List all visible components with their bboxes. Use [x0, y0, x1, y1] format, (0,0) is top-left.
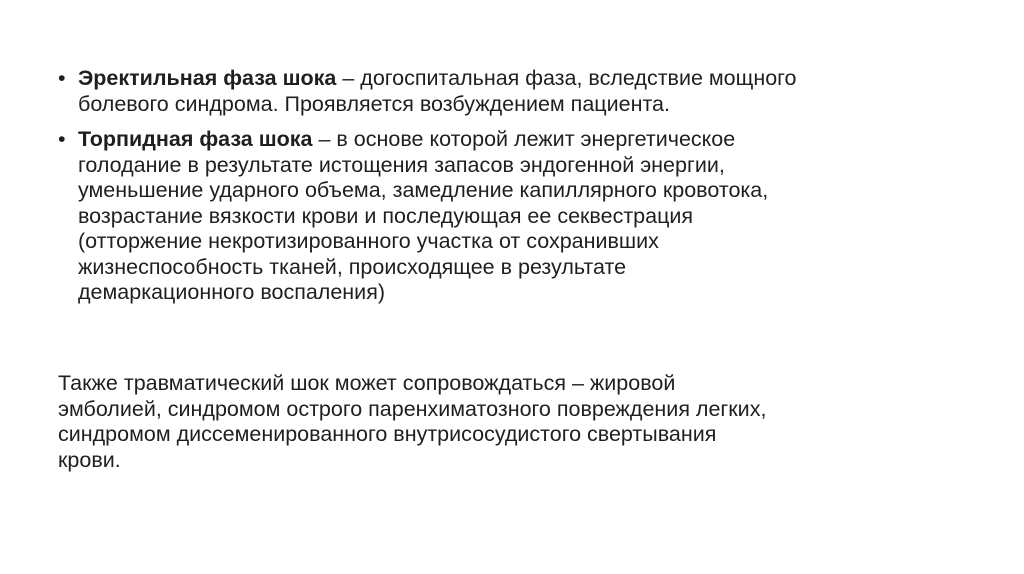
term-torpid-phase: Торпидная фаза шока: [78, 127, 313, 151]
bullet-line: демаркационного воспаления): [78, 280, 385, 304]
complications-paragraph: [58, 371, 958, 473]
bullet-line: [78, 127, 958, 153]
bullet-line: возрастание вязкости крови и последующая ее секвестрация: [78, 203, 694, 228]
bullet-marker: •: [58, 127, 66, 151]
bullet-marker: •: [58, 66, 66, 90]
bullet-line: уменьшение ударного объема, замедление капиллярного кровотока,: [78, 178, 769, 202]
bullet-line: болевого синдрома. Проявляется возбуждением пациента.: [78, 91, 670, 116]
bullet-text: – в основе которой лежит энергетическое: [312, 127, 736, 151]
bullet-line: [78, 66, 958, 92]
paragraph-line: крови.: [58, 447, 121, 472]
bullet-erectile-phase: [58, 66, 958, 117]
bullet-text: – догоспитальная фаза, вследствие мощного: [336, 66, 797, 90]
bullet-torpid-phase: [58, 127, 958, 306]
paragraph-line: Также травматический шок может сопровождаться – жировой: [58, 371, 676, 395]
paragraph-line: синдромом диссеменированного внутрисосудистого свертывания: [58, 422, 717, 446]
bullet-line: жизнеспособность тканей, происходящее в результате: [78, 254, 627, 279]
bullet-line: голодание в результате истощения запасов эндогенной энергии,: [78, 152, 725, 177]
bullet-list: [58, 66, 958, 316]
paragraph-line: эмболией, синдромом острого паренхиматозного повреждения легких,: [58, 396, 767, 421]
term-erectile-phase: Эректильная фаза шока: [78, 66, 337, 90]
bullet-line: (отторжение некротизированного участка от сохранивших: [78, 229, 659, 253]
